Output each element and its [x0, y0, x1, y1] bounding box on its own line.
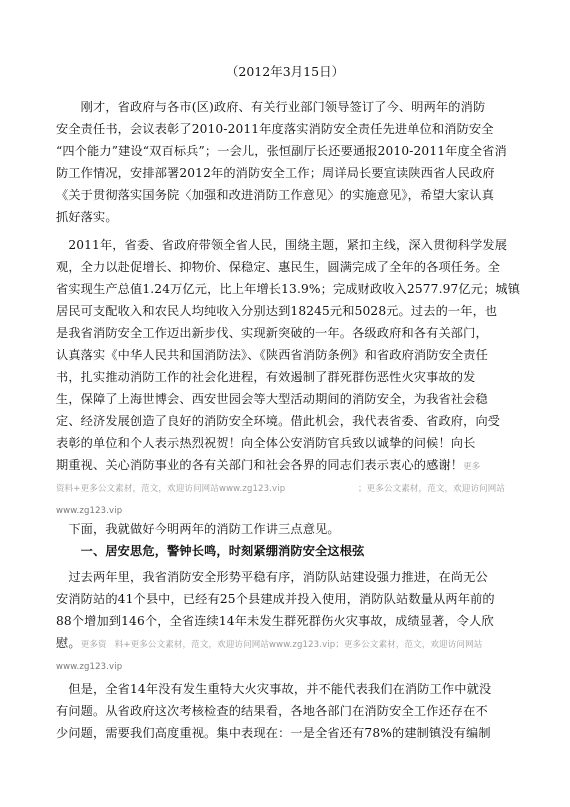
watermark-line	[56, 656, 122, 676]
paragraph-line: 生，保障了上海世博会、西安世园会等大型活动期间的消防安全，为我省社会稳	[56, 392, 488, 406]
watermark-url: www.zg123.vip	[56, 506, 123, 516]
paragraph-line: 表彰的单位和个人表示热烈祝贺！向全体公安消防官兵致以诚挚的问候！向长	[56, 436, 476, 450]
watermark-url: www.zg123.vip	[56, 662, 123, 672]
paragraph-line: 认真落实《中华人民共和国消防法》、《陕西省消防条例》和省政府消防安全责任	[56, 348, 488, 362]
paragraph-line: 观，全力以赴促增长、抑物价、保稳定、惠民生，圆满完成了全年的各项任务。全	[56, 260, 501, 274]
paragraph-line: “四个能力”建设“双百标兵”；一会儿，张恒副厅长还要通报2010-2011年度全省消	[56, 144, 507, 158]
paragraph-line: 有问题。从省政府这次考核检查的结果看，各地各部门在消防安全工作还存在不	[56, 704, 488, 718]
paragraph-line: 省实现生产总值1.24万亿元，比上年增长13.9%；完成财政收入2577.97亿元；城镇	[56, 282, 521, 296]
paragraph-line: 少问题，需要我们高度重视。集中表现在：一是全省还有78%的建制镇没有编制	[56, 726, 491, 740]
watermark-text: 更多资	[80, 640, 107, 650]
paragraph-line: 书，扎实推动消防工作的社会化进程，有效遏制了群死群伤恶性火灾事故的发	[56, 370, 476, 384]
watermark-line	[358, 478, 505, 498]
paragraph-line: 抓好落实。	[56, 210, 118, 224]
paragraph-line: 是我省消防安全工作迈出新步伐、实现新突破的一年。各级政府和各有关部门，	[56, 326, 488, 340]
paragraph-line: 过去两年里，我省消防安全形势平稳有序，消防队站建设强力推进，在尚无公	[56, 570, 488, 584]
paragraph-line	[56, 634, 482, 654]
paragraph-line	[56, 456, 480, 476]
paragraph-line: 2011年，省委、省政府带领全省人民，围绕主题，紧扣主线，深入贯彻科学发展	[56, 238, 508, 252]
paragraph-text: 期重视、关心消防事业的各有关部门和社会各界的同志们表示衷心的感谢！	[56, 458, 464, 472]
document-date: （2012年3月15日）	[225, 64, 345, 79]
paragraph-line: 88个增加到146个，全省连续14年未发生群死群伤火灾事故，成绩显著，令人欣	[56, 614, 494, 628]
paragraph-line: 防工作情况，安排部署2012年的消防安全工作；周详局长要宣读陕西省人民政府	[56, 166, 495, 180]
paragraph-line: 下面，我就做好今明两年的消防工作讲三点意见。	[56, 522, 340, 536]
paragraph-text: 慰。	[56, 636, 81, 650]
section-heading: 一、居安思危，警钟长鸣，时刻紧绷消防安全这根弦	[56, 544, 365, 558]
watermark-line	[56, 500, 122, 520]
watermark-text: ；更多公文素材，范文，欢迎访问网站	[358, 484, 506, 494]
paragraph-line: 安消防站的41个县中，已经有25个县建成并投入使用，消防队站数量从两年前的	[56, 592, 495, 606]
paragraph-line: 《关于贯彻落实国务院〈加强和改进消防工作意见〉的实施意见》，希望大家认真	[56, 188, 495, 202]
watermark-text: 料+更多公文素材，范文，欢迎访问网站www.zg123.vip；更多公文素材，范文，欢迎访问网站	[114, 640, 483, 650]
paragraph-line: 刚才，省政府与各市(区)政府、有关行业部门领导签订了今、明两年的消防	[56, 100, 486, 114]
watermark-text: 更多	[463, 462, 481, 472]
paragraph-line: 安全责任书，会议表彰了2010-2011年度落实消防安全责任先进单位和消防安全	[56, 122, 494, 136]
paragraph-line: 但是，全省14年没有发生重特大火灾事故，并不能代表我们在消防工作中就没	[56, 682, 492, 696]
watermark-text: 资料+更多公文素材，范文，欢迎访问网站www.zg123.vip	[56, 484, 286, 494]
watermark-line	[56, 478, 285, 498]
paragraph-line: 定、经济发展创造了良好的消防安全环境。借此机会，我代表省委、省政府，向受	[56, 414, 501, 428]
paragraph-line: 居民可支配收入和农民人均纯收入分别达到18245元和5028元。过去的一年，也	[56, 304, 498, 318]
